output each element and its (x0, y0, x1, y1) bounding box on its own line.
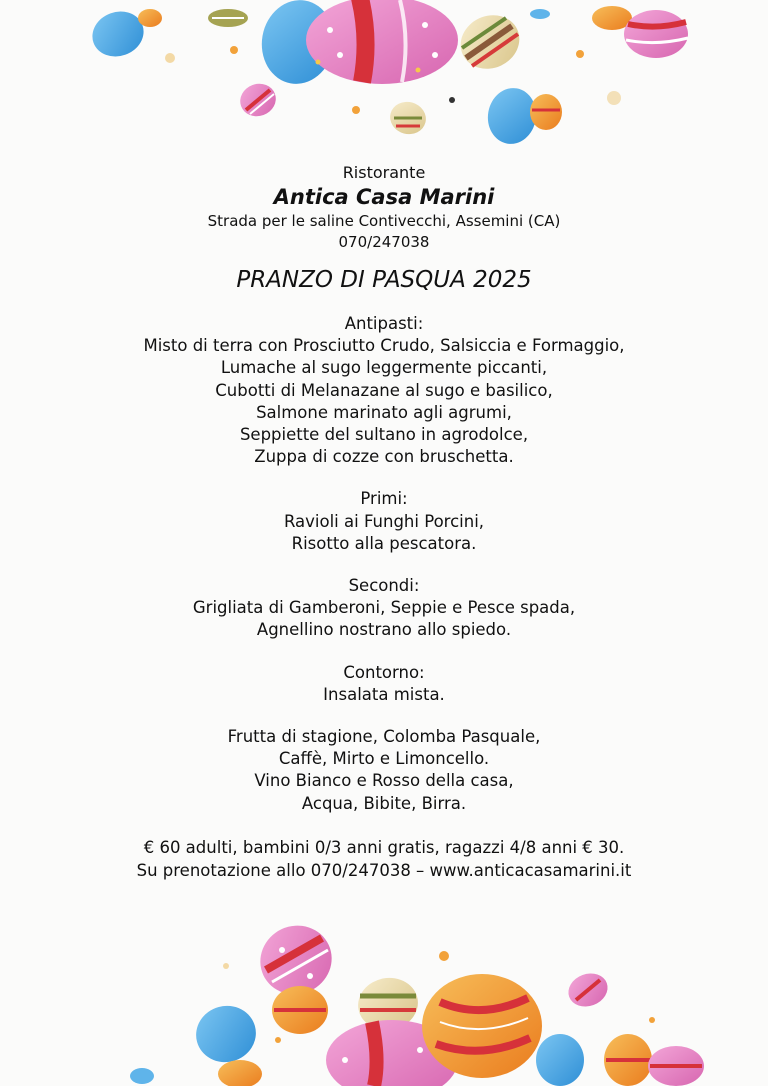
easter-eggs-top-decoration (0, 0, 768, 160)
menu-item: Cubotti di Melanazane al sugo e basilico, (215, 380, 553, 400)
egg-icon (218, 1060, 262, 1086)
menu-item: Frutta di stagione, Colomba Pasquale, (227, 727, 541, 747)
section-heading: Antipasti: (344, 314, 424, 333)
section-heading: Contorno: (343, 662, 425, 682)
section-heading: Primi: (360, 489, 408, 509)
egg-icon (138, 9, 162, 27)
restaurant-phone: 070/247038 (338, 233, 430, 251)
menu-sections (0, 313, 768, 835)
section-secondi (0, 575, 768, 642)
page-title: PRANZO DI PASQUA 2025 (236, 267, 532, 293)
egg-icon (190, 999, 262, 1069)
egg-icon (422, 974, 542, 1078)
menu-item: Grigliata di Gamberoni, Seppie e Pesce spada, (192, 598, 576, 618)
header-label: Ristorante (342, 163, 426, 182)
footer-info (0, 836, 768, 882)
price-info: € 60 adulti, bambini 0/3 anni gratis, ragazzi 4/8 anni € 30. (143, 838, 625, 857)
menu-item: Vino Bianco e Rosso della casa, (254, 771, 514, 791)
menu-item: Acqua, Bibite, Birra. (301, 793, 467, 813)
egg-icon (306, 0, 458, 84)
section-dessert-drinks (0, 726, 768, 815)
section-heading: Secondi: (348, 576, 420, 596)
menu-item: Lumache al sugo leggermente piccanti, (220, 358, 548, 378)
menu-item: Seppiette del sultano in agrodolce, (239, 425, 529, 445)
egg-icon (624, 10, 688, 58)
egg-icon (536, 1034, 584, 1086)
menu-item: Misto di terra con Prosciutto Crudo, Salsiccia e Formaggio, (143, 336, 625, 356)
section-contorno (0, 662, 768, 706)
menu-item: Salmone marinato agli agrumi, (256, 402, 512, 422)
egg-icon (530, 94, 562, 130)
easter-eggs-bottom-decoration (0, 910, 768, 1086)
section-antipasti (0, 313, 768, 468)
section-primi (0, 488, 768, 555)
booking-info: Su prenotazione allo 070/247038 – www.anticacasamarini.it (136, 861, 632, 880)
menu-item: Risotto alla pescatora. (291, 533, 477, 553)
menu-item: Caffè, Mirto e Limoncello. (278, 749, 490, 769)
menu-item: Ravioli ai Funghi Porcini, (283, 511, 485, 531)
menu-item: Zuppa di cozze con bruschetta. (254, 447, 514, 467)
menu-item: Insalata mista. (323, 684, 445, 704)
restaurant-name: Antica Casa Marini (273, 185, 495, 209)
restaurant-address: Strada per le saline Contivecchi, Assemini (CA) (207, 212, 561, 230)
menu-item: Agnellino nostrano allo spiedo. (256, 620, 512, 640)
restaurant-header (0, 162, 768, 253)
